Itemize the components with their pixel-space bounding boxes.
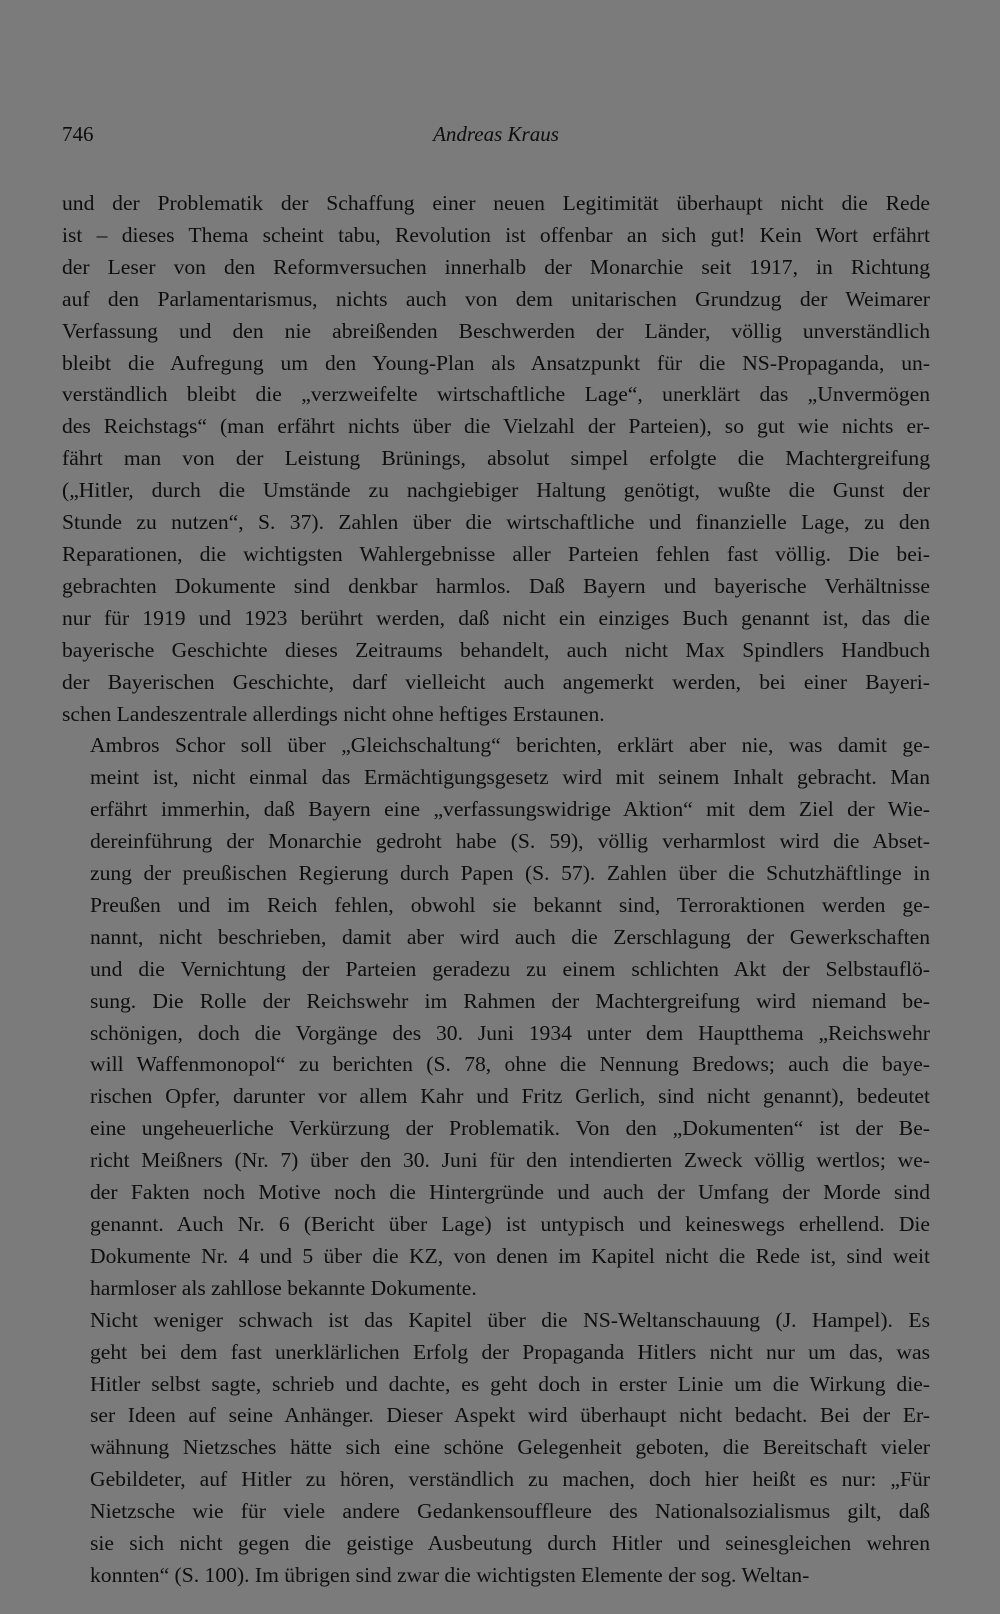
text-line: erfährt immerhin, daß Bayern eine „verfassungswidrige Aktion“ mit dem Ziel der Wie- [90,797,930,822]
page-number: 746 [62,122,94,146]
text-line: nur für 1919 und 1923 berührt werden, daß nicht ein einziges Buch genannt ist, das die [62,605,930,630]
body-text [62,188,930,1592]
text-line: schönigen, doch die Vorgänge des 30. Juni 1934 unter dem Hauptthema „Reichswehr [90,1020,930,1045]
text-line: will Waffenmonopol“ zu berichten (S. 78, ohne die Nennung Bredows; auch die baye- [90,1052,930,1077]
text-line: Dokumente Nr. 4 und 5 über die KZ, von denen im Kapitel nicht die Rede ist, sind weit [90,1243,930,1268]
text-line: nannt, nicht beschrieben, damit aber wird auch die Zerschlagung der Gewerkschaften [90,924,930,949]
text-line: meint ist, nicht einmal das Ermächtigungsgesetz wird mit seinem Inhalt gebracht. Man [90,765,930,790]
text-line: und die Vernichtung der Parteien geradezu zu einem schlichten Akt der Selbstauflö- [90,956,930,981]
text-line: harmloser als zahllose bekannte Dokumente. [90,1275,477,1300]
text-line: Nietzsche wie für viele andere Gedankensouffleure des Nationalsozialismus gilt, daß [90,1499,930,1524]
text-line: konnten“ (S. 100). Im übrigen sind zwar die wichtigsten Elemente der sog. Weltan- [90,1562,810,1587]
text-line: Stunde zu nutzen“, S. 37). Zahlen über die wirtschaftliche und finanzielle Lage, zu den [62,510,930,535]
text-line: eine ungeheuerliche Verkürzung der Problematik. Von den „Dokumenten“ ist der Be- [90,1116,930,1141]
text-line: („Hitler, durch die Umstände zu nachgiebiger Haltung genötigt, wußte die Gunst der [62,478,930,503]
paragraph [62,188,930,730]
text-line: Gebildeter, auf Hitler zu hören, verständlich zu machen, doch hier heißt es nur: „Für [90,1467,930,1492]
text-line: bayerische Geschichte dieses Zeitraums behandelt, auch nicht Max Spindlers Handbuch [62,637,930,662]
text-line: Ambros Schor soll über „Gleichschaltung“ berichten, erklärt aber nie, was damit ge- [90,733,930,758]
text-line: der Leser von den Reformversuchen innerhalb der Monarchie seit 1917, in Richtung [62,254,930,279]
text-line: des Reichstags“ (man erfährt nichts über die Vielzahl der Parteien), so gut wie nichts er- [62,414,930,439]
text-line: dereinführung der Monarchie gedroht habe (S. 59), völlig verharmlost wird die Abset- [90,829,930,854]
text-line: wähnung Nietzsches hätte sich eine schöne Gelegenheit geboten, die Bereitschaft vieler [90,1435,930,1460]
text-line: sung. Die Rolle der Reichswehr im Rahmen der Machtergreifung wird niemand be- [90,988,930,1013]
text-line: genannt. Auch Nr. 6 (Bericht über Lage) ist untypisch und keineswegs erhellend. Die [90,1212,930,1236]
text-line: sie sich nicht gegen die geistige Ausbeutung durch Hitler und seinesgleichen wehren [90,1531,930,1556]
text-line: auf den Parlamentarismus, nichts auch von dem unitarischen Grundzug der Weimarer [62,286,930,311]
text-line: rischen Opfer, darunter vor allem Kahr und Fritz Gerlich, sind nicht genannt), bedeutet [90,1084,930,1109]
text-line: Reparationen, die wichtigsten Wahlergebnisse aller Parteien fehlen fast völlig. Die bei- [62,541,930,566]
text-line: und der Problematik der Schaffung einer neuen Legitimität überhaupt nicht die Rede [62,191,930,215]
text-line: der Fakten noch Motive noch die Hintergründe und auch der Umfang der Morde sind [90,1180,930,1205]
text-line: Nicht weniger schwach ist das Kapitel über die NS-Weltanschauung (J. Hampel). Es [90,1307,930,1332]
paragraph [62,730,930,1304]
text-line: bleibt die Aufregung um den Young-Plan als Ansatzpunkt für die NS-Propaganda, un- [62,350,930,375]
text-line: verständlich bleibt die „verzweifelte wirtschaftliche Lage“, unerklärt das „Unvermögen [62,382,930,407]
text-line: ser Ideen auf seine Anhänger. Dieser Aspekt wird überhaupt nicht bedacht. Bei der Er- [90,1403,930,1428]
text-line: Hitler selbst sagte, schrieb und dachte, es geht doch in erster Linie um die Wirkung die- [90,1371,930,1396]
text-line: Verfassung und den nie abreißenden Beschwerden der Länder, völlig unverständlich [62,318,930,343]
text-line: der Bayerischen Geschichte, darf vielleicht auch angemerkt werden, bei einer Bayeri- [62,669,930,694]
paragraph [62,1305,930,1592]
text-line: geht bei dem fast unerklärlichen Erfolg der Propaganda Hitlers nicht nur um das, was [90,1339,930,1364]
text-line: schen Landeszentrale allerdings nicht ohne heftiges Erstaunen. [62,701,605,726]
running-head [62,119,930,149]
text-line: Preußen und im Reich fehlen, obwohl sie bekannt sind, Terroraktionen werden ge- [90,892,930,917]
text-line: zung der preußischen Regierung durch Papen (S. 57). Zahlen über die Schutzhäftlinge in [90,861,930,886]
text-line: fährt man von der Leistung Brünings, absolut simpel erfolgte die Machtergreifung [62,446,930,471]
text-line: ist – dieses Thema scheint tabu, Revolution ist offenbar an sich gut! Kein Wort erfährt [62,222,930,247]
text-line: gebrachten Dokumente sind denkbar harmlos. Daß Bayern und bayerische Verhältnisse [62,573,930,598]
text-line: richt Meißners (Nr. 7) über den 30. Juni für den intendierten Zweck völlig wertlos; we- [90,1148,930,1173]
running-title-author: Andreas Kraus [433,122,559,146]
